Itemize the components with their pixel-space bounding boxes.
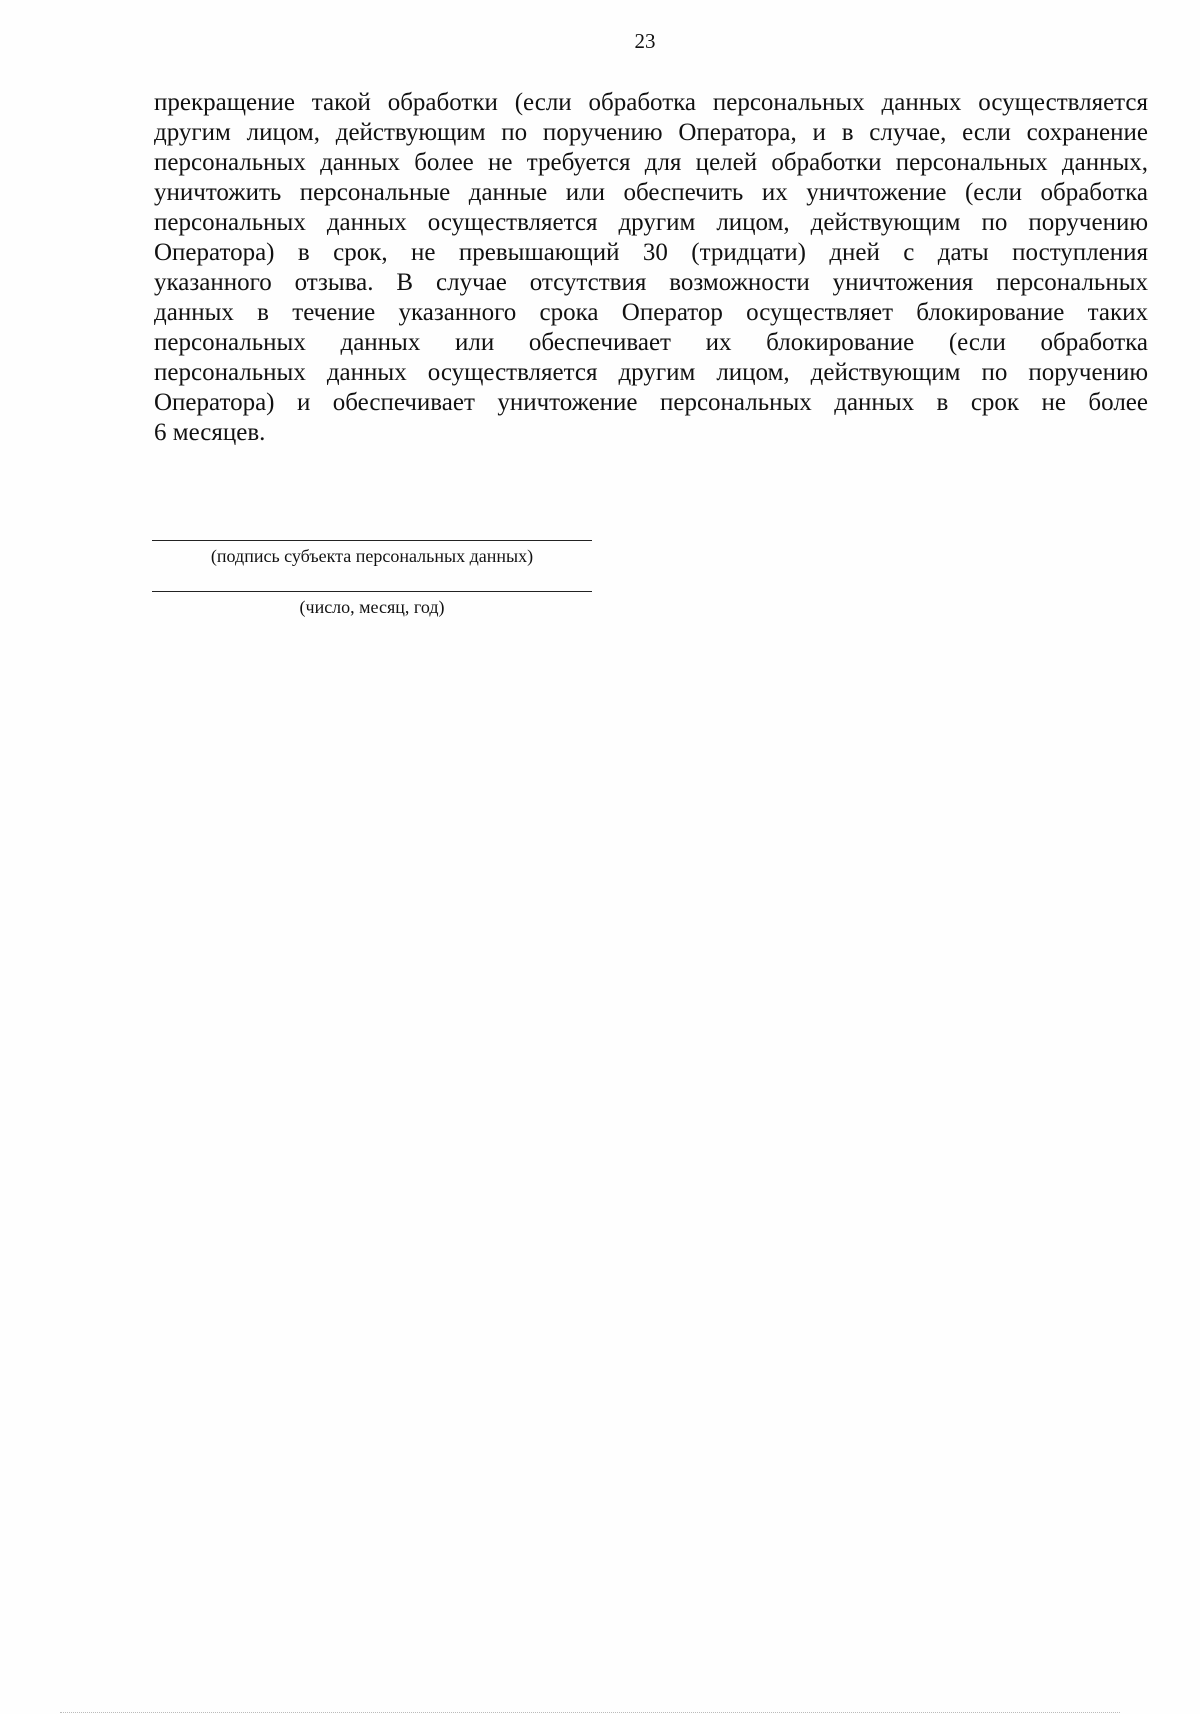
date-caption: (число, месяц, год) — [299, 597, 445, 617]
signature-line — [152, 540, 592, 541]
paragraph-line: 6 месяцев. — [154, 419, 266, 446]
paragraph-line: указанного отзыва. В случае отсутствия возможности уничтожения персональных — [154, 269, 1148, 296]
body-paragraph — [154, 88, 1148, 448]
paragraph-line: персональных данных более не требуется для целей обработки персональных данных, — [154, 149, 1148, 176]
paragraph-line: другим лицом, действующим по поручению Оператора, и в случае, если сохранение — [154, 119, 1148, 146]
paragraph-line: персональных данных или обеспечивает их блокирование (если обработка — [154, 329, 1148, 356]
paragraph-line: Оператора) в срок, не превышающий 30 (тридцати) дней с даты поступления — [154, 239, 1148, 266]
signature-caption: (подпись субъекта персональных данных) — [210, 546, 534, 566]
paragraph-line: прекращение такой обработки (если обработка персональных данных осуществляется — [154, 89, 1148, 116]
page-number: 23 — [634, 29, 656, 53]
signature-field — [152, 540, 592, 567]
paragraph-line: уничтожить персональные данные или обеспечить их уничтожение (если обработка — [154, 179, 1148, 206]
date-line — [152, 591, 592, 592]
scan-edge-rule — [60, 1712, 1120, 1713]
paragraph-line: Оператора) и обеспечивает уничтожение персональных данных в срок не более — [154, 389, 1148, 416]
paragraph-line: персональных данных осуществляется другим лицом, действующим по поручению — [154, 359, 1148, 386]
date-field — [152, 591, 592, 618]
paragraph-line: персональных данных осуществляется другим лицом, действующим по поручению — [154, 209, 1148, 236]
paragraph-line: данных в течение указанного срока Оператор осуществляет блокирование таких — [154, 299, 1148, 326]
